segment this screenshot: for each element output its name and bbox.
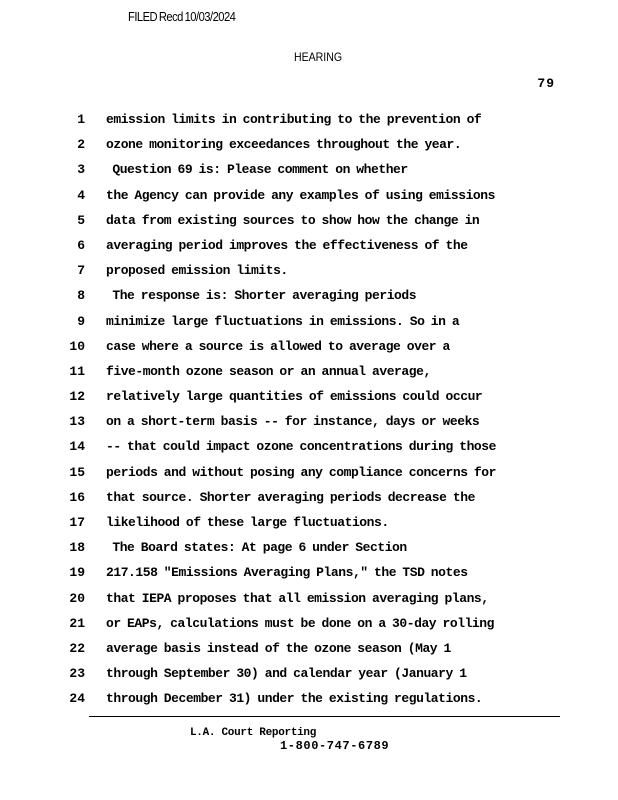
line-text: minimize large fluctuations in emissions. So in a (106, 313, 460, 329)
line-number: 13 (69, 414, 85, 430)
transcript-line (0, 339, 618, 364)
line-text: or EAPs, calculations must be done on a 30-day rolling (106, 615, 494, 631)
transcript-line (0, 465, 618, 490)
line-number: 18 (69, 540, 85, 556)
line-text: on a short-term basis -- for instance, days or weeks (106, 414, 480, 430)
transcript-line (0, 666, 618, 691)
reporter-phone: 1-800-747-6789 (280, 739, 390, 753)
line-text: through December 31) under the existing regulations. (106, 691, 483, 707)
transcript-line (0, 414, 618, 439)
line-number: 8 (77, 288, 85, 304)
transcript-line (0, 591, 618, 616)
line-number: 9 (77, 313, 85, 329)
line-text: ozone monitoring exceedances throughout the year. (106, 137, 462, 153)
transcript-line (0, 439, 618, 464)
transcript-line (0, 515, 618, 540)
transcript-line (0, 314, 618, 339)
reporter-company: L.A. Court Reporting (190, 727, 317, 739)
line-number: 16 (69, 489, 85, 505)
line-text: The response is: Shorter averaging periods (106, 288, 417, 304)
line-text: relatively large quantities of emissions could occur (106, 389, 483, 405)
filing-stamp-date: 10/03/2024 (184, 9, 236, 24)
line-number: 22 (69, 640, 85, 656)
line-text: proposed emission limits. (106, 263, 288, 279)
line-text: data from existing sources to show how the change in (106, 212, 480, 228)
page-number: 79 (537, 76, 555, 91)
transcript-line (0, 691, 618, 716)
line-text: likelihood of these large fluctuations. (106, 515, 389, 530)
line-number: 3 (77, 162, 85, 178)
line-number: 6 (77, 237, 85, 253)
line-number: 24 (69, 691, 85, 707)
transcript-line (0, 137, 618, 162)
transcript-line (0, 364, 618, 389)
filing-stamp-recd: Recd (158, 9, 183, 24)
line-number: 12 (69, 389, 85, 405)
line-text: periods and without posing any compliance concerns for (106, 464, 496, 480)
line-text: five-month ozone season or an annual average, (106, 363, 431, 379)
line-text: average basis instead of the ozone season (May 1 (106, 640, 451, 656)
line-text: case where a source is allowed to average over a (106, 338, 450, 354)
line-number: 23 (69, 666, 85, 682)
line-number: 2 (77, 137, 85, 153)
line-text: that IEPA proposes that all emission averaging plans, (106, 590, 489, 606)
line-number: 19 (69, 565, 85, 581)
line-number: 4 (77, 187, 85, 203)
transcript-line (0, 641, 618, 666)
page-title: HEARING (293, 50, 343, 64)
transcript-line (0, 288, 618, 313)
filing-stamp (128, 9, 237, 24)
line-number: 14 (69, 439, 85, 455)
transcript-line (0, 213, 618, 238)
transcript-body (0, 112, 618, 717)
line-text: the Agency can provide any examples of using emissions (106, 187, 495, 203)
transcript-line (0, 263, 618, 288)
line-number: 20 (69, 590, 85, 606)
transcript-line (0, 389, 618, 414)
line-number: 21 (69, 615, 85, 631)
line-number: 1 (77, 112, 85, 127)
transcript-line (0, 616, 618, 641)
line-number: 7 (77, 263, 85, 279)
line-text: The Board states: At page 6 under Section (106, 540, 407, 556)
line-number: 10 (69, 338, 85, 354)
transcript-line (0, 490, 618, 515)
footer-divider (89, 716, 560, 717)
line-text: Question 69 is: Please comment on whether (106, 162, 408, 178)
line-number: 17 (69, 515, 85, 530)
line-number: 5 (77, 212, 85, 228)
line-text: through September 30) and calendar year (January 1 (106, 666, 467, 682)
line-text: -- that could impact ozone concentrations during those (106, 439, 496, 455)
transcript-line (0, 565, 618, 590)
line-number: 11 (69, 363, 85, 379)
line-text: that source. Shorter averaging periods decrease the (106, 489, 475, 505)
transcript-line (0, 112, 618, 137)
line-text: emission limits in contributing to the prevention of (106, 112, 482, 127)
line-text: averaging period improves the effectiveness of the (106, 237, 468, 253)
transcript-line (0, 238, 618, 263)
filing-stamp-filed: FILED (128, 9, 158, 24)
line-number: 15 (69, 464, 85, 480)
transcript-line (0, 540, 618, 565)
transcript-line (0, 162, 618, 187)
line-text: 217.158 "Emissions Averaging Plans," the TSD notes (106, 565, 468, 581)
transcript-line (0, 188, 618, 213)
